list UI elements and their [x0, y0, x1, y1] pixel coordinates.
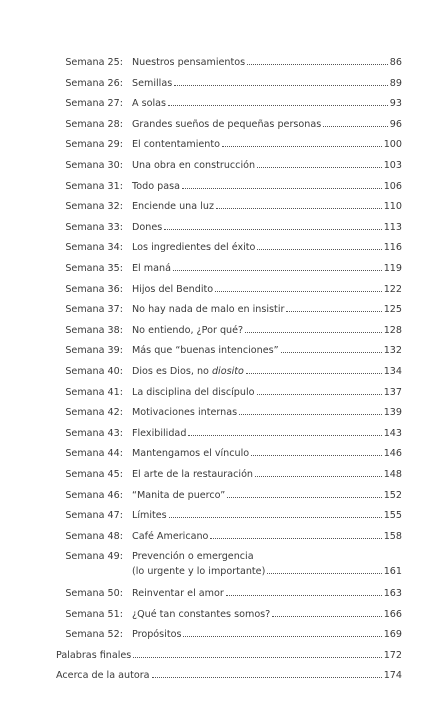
dot-leader [174, 84, 388, 86]
toc-entry [132, 489, 402, 503]
toc-entry [132, 565, 402, 579]
dot-leader [152, 676, 382, 678]
toc-page-number: 128 [383, 324, 402, 336]
toc-page-number: 119 [383, 263, 402, 274]
dot-leader [210, 537, 381, 539]
toc-title: “Manita de puerco” [132, 489, 226, 501]
toc-page-number: 139 [383, 407, 402, 419]
toc-row [0, 509, 448, 523]
toc-title: No entiendo, ¿Por qué? [132, 324, 244, 336]
toc-row [0, 468, 448, 482]
toc-week-label: Semana 48: [65, 530, 123, 542]
toc-entry [132, 303, 402, 317]
toc-entry [132, 587, 402, 601]
toc-entry [56, 649, 402, 663]
toc-page-number: 169 [383, 629, 402, 641]
toc-entry [132, 509, 402, 523]
toc-row [0, 489, 448, 503]
dot-leader [245, 331, 382, 333]
toc-row [0, 608, 448, 622]
toc-row [0, 138, 448, 152]
toc-title: (lo urgente y lo importante) [132, 566, 266, 577]
dot-leader [257, 393, 382, 395]
toc-page-number: 146 [383, 448, 402, 460]
dot-leader [222, 145, 382, 147]
toc-row [0, 118, 448, 132]
toc-row [0, 649, 448, 663]
toc-week-label: Semana 31: [65, 180, 123, 192]
dot-leader [255, 475, 382, 477]
toc-row-continuation [0, 565, 448, 579]
dot-leader [239, 413, 382, 415]
toc-week-label: Semana 30: [65, 160, 123, 171]
toc-row [0, 324, 448, 338]
dot-leader [216, 207, 382, 209]
toc-entry [132, 221, 402, 235]
toc-week-label: Semana 35: [65, 263, 123, 274]
toc-week-label: Semana 32: [65, 201, 123, 213]
toc-week-label: Semana 26: [65, 77, 123, 89]
toc-entry [132, 406, 402, 420]
toc-title: A solas [132, 98, 167, 110]
dot-leader [226, 594, 382, 596]
toc-entry [132, 118, 402, 132]
dot-leader [246, 372, 382, 374]
toc-entry [132, 77, 402, 91]
toc-title: Café Americano [132, 530, 209, 542]
toc-row [0, 386, 448, 400]
toc-page-number: 113 [383, 221, 402, 233]
toc-week-label: Semana 43: [65, 427, 123, 439]
toc-title: El arte de la restauración [132, 469, 254, 480]
toc-title: La disciplina del discípulo [132, 386, 255, 398]
toc-entry [132, 262, 402, 276]
toc-title: Dones [132, 221, 163, 233]
dot-leader [281, 351, 382, 353]
toc-week-label: Semana 27: [65, 98, 123, 110]
toc-page-number: 100 [383, 139, 402, 151]
toc-title: Enciende una luz [132, 201, 214, 213]
dot-leader [251, 454, 382, 456]
toc-row [0, 56, 448, 70]
toc-row [0, 241, 448, 255]
toc-title: Propósitos [132, 629, 182, 641]
toc-row [0, 550, 448, 564]
dot-leader [183, 635, 381, 637]
toc-page-number: 106 [383, 180, 402, 192]
dot-leader [267, 572, 381, 574]
toc-week-label: Semana 28: [65, 118, 123, 130]
toc-page-number: 137 [383, 386, 402, 398]
toc-row [0, 530, 448, 544]
dot-leader [272, 615, 381, 617]
toc-row [0, 406, 448, 420]
toc-title: Los ingredientes del éxito [132, 242, 256, 254]
toc-title: Dios es Dios, no diosito [132, 366, 244, 377]
toc-page-number: 152 [383, 489, 402, 501]
toc-week-label: Semana 45: [65, 469, 123, 480]
toc-week-label: Semana 50: [65, 588, 123, 599]
toc-page-number: 110 [383, 201, 402, 213]
toc-title: Acerca de la autora [56, 670, 150, 682]
toc-title: Mantengamos el vínculo [132, 448, 250, 460]
toc-week-label: Semana 46: [65, 489, 123, 501]
toc-row [0, 303, 448, 317]
toc-page-number: 132 [383, 345, 402, 357]
toc-title: Flexibilidad [132, 427, 187, 439]
toc-entry [56, 669, 402, 683]
toc-week-label: Semana 37: [65, 304, 123, 316]
toc-entry [132, 468, 402, 482]
toc-entry [132, 241, 402, 255]
toc-entry [132, 283, 402, 297]
toc-row [0, 365, 448, 379]
toc-title: Todo pasa [132, 180, 180, 192]
toc-title: Grandes sueños de pequeñas personas [132, 118, 322, 130]
toc-page-number: 166 [383, 608, 402, 620]
toc-week-label: Semana 41: [65, 386, 123, 398]
dot-leader [247, 63, 388, 65]
toc-week-label: Semana 49: [65, 551, 123, 563]
toc-row [0, 427, 448, 441]
toc-entry [132, 180, 402, 194]
toc-week-label: Semana 47: [65, 510, 123, 522]
toc-row [0, 221, 448, 235]
toc-title: No hay nada de malo en insistir [132, 304, 285, 316]
toc-title-line1: Prevención o emergencia [132, 551, 254, 563]
toc-page-number: 163 [383, 588, 402, 599]
toc-row [0, 447, 448, 461]
toc-week-label: Semana 52: [65, 629, 123, 641]
toc-week-label: Semana 51: [65, 608, 123, 620]
toc-title: El contentamiento [132, 139, 221, 151]
toc-entry [132, 386, 402, 400]
dot-leader [215, 290, 382, 292]
toc-week-label: Semana 40: [65, 366, 123, 377]
toc-title: Nuestros pensamientos [132, 57, 246, 68]
toc-page-number: 172 [383, 649, 402, 661]
toc-entry [132, 365, 402, 379]
dot-leader [182, 187, 382, 189]
toc-entry [132, 200, 402, 214]
toc-row [0, 97, 448, 111]
toc-week-label: Semana 34: [65, 242, 123, 254]
toc-row [0, 587, 448, 601]
dot-leader [286, 310, 381, 312]
toc-page-number: 122 [383, 283, 402, 295]
toc-title: Límites [132, 510, 167, 522]
toc-row [0, 180, 448, 194]
toc-page-number: 116 [383, 242, 402, 254]
dot-leader [227, 496, 382, 498]
toc-week-label: Semana 42: [65, 407, 123, 419]
toc-page-number: 134 [383, 366, 402, 377]
toc-row [0, 628, 448, 642]
toc-page-number: 161 [383, 566, 402, 577]
toc-entry [132, 344, 402, 358]
toc-title: Motivaciones internas [132, 407, 238, 419]
toc-entry [132, 608, 402, 622]
toc-page-number: 155 [383, 510, 402, 522]
emphasis-text: diosito [211, 366, 244, 377]
toc-week-label: Semana 38: [65, 324, 123, 336]
dot-leader [173, 269, 382, 271]
toc-entry [132, 97, 402, 111]
toc-row [0, 344, 448, 358]
toc-page-number: 86 [389, 57, 402, 68]
toc-page-number: 143 [383, 427, 402, 439]
toc-row [0, 159, 448, 173]
toc-row [0, 262, 448, 276]
toc-title: Una obra en construcción [132, 160, 256, 171]
toc-page-number: 148 [383, 469, 402, 480]
toc-row [0, 77, 448, 91]
toc-entry [132, 56, 402, 70]
dot-leader [164, 228, 381, 230]
toc-row [0, 669, 448, 683]
toc-title: Más que “buenas intenciones” [132, 345, 279, 357]
toc-entry [132, 427, 402, 441]
dot-leader [257, 166, 382, 168]
toc-entry [132, 628, 402, 642]
toc-page-number: 174 [383, 670, 402, 682]
toc-entry [132, 159, 402, 173]
toc-page-number: 89 [389, 77, 402, 89]
dot-leader [168, 104, 388, 106]
toc-page-number: 93 [389, 98, 402, 110]
dot-leader [188, 434, 381, 436]
toc-title: ¿Qué tan constantes somos? [132, 608, 271, 620]
toc-title: Semillas [132, 77, 173, 89]
toc-week-label: Semana 36: [65, 283, 123, 295]
dot-leader [257, 248, 381, 250]
dot-leader [169, 516, 382, 518]
toc-title: Hijos del Bendito [132, 283, 214, 295]
toc-row [0, 200, 448, 214]
dot-leader [323, 125, 388, 127]
toc-entry [132, 530, 402, 544]
toc-page-number: 103 [383, 160, 402, 171]
toc-week-label: Semana 33: [65, 221, 123, 233]
toc-week-label: Semana 29: [65, 139, 123, 151]
dot-leader [133, 656, 381, 658]
toc-page-number: 96 [389, 118, 402, 130]
toc-title: Palabras finales [56, 649, 132, 661]
toc-entry [132, 324, 402, 338]
toc-week-label: Semana 39: [65, 345, 123, 357]
toc-row [0, 283, 448, 297]
toc-week-label: Semana 44: [65, 448, 123, 460]
toc-entry [132, 447, 402, 461]
toc-title: Reinventar el amor [132, 588, 224, 599]
toc-week-label: Semana 25: [65, 57, 123, 68]
toc-title: El maná [132, 263, 171, 274]
toc-entry [132, 138, 402, 152]
toc-page-number: 158 [383, 530, 402, 542]
toc-page-number: 125 [383, 304, 402, 316]
